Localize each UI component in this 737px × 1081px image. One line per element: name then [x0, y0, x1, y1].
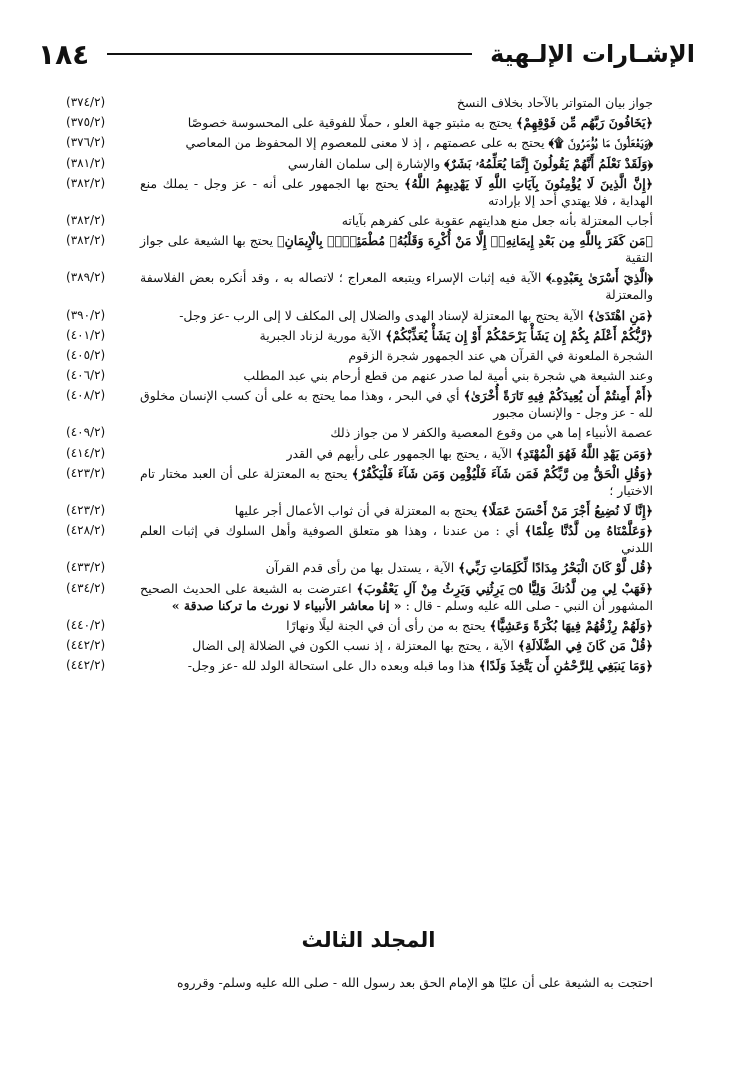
- commentary: يحتج به المعتزلة في أن ثواب الأعمال أجر عليها: [234, 503, 482, 518]
- quran-verse: ﴿وَقُلِ الْحَقُّ مِن رَّبِّكُمْ فَمَن شَآءَ فَلْيُؤْمِن وَمَن شَآءَ فَلْيَكْفُرْ﴾: [351, 465, 653, 481]
- commentary: أي : من عندنا ، وهذا هو متعلق الصوفية وأهل السلوك في إثبات العلم اللدني: [140, 523, 653, 556]
- entry-reference: (٤٠٨/٢): [66, 388, 106, 403]
- entry-reference: (٣٨٢/٢): [66, 175, 106, 190]
- entry-reference: (٣٨٢/٢): [66, 212, 106, 227]
- entry-reference: (٣٨١/٢): [66, 155, 106, 170]
- entry-reference: (٤٢٣/٢): [66, 503, 106, 517]
- entry-text: [140, 212, 653, 229]
- commentary: هذا وما قبله وبعده دال على استحالة الولد لله -عز وجل-: [187, 658, 479, 674]
- entry-text: [140, 522, 653, 556]
- commentary: الآية فيه إثبات الإسراء ويتبعه المعراج ؛ لاتصاله به ، وقد أنكره بعض الفلاسفة والمعتزلة: [140, 270, 653, 303]
- quran-verse: ﴿مَنِ اهْتَدَىٰ﴾: [587, 307, 653, 323]
- entry-text: [140, 155, 653, 172]
- entry-reference: (٤٠١/٢): [66, 327, 106, 342]
- quran-verse: ﴿إِنَّ الَّذِينَ لَا يُؤْمِنُونَ بِآيَاتِ اللَّهِ لَا يَهْدِيهِمُ اللَّهُ﴾: [404, 175, 653, 191]
- entry-text: [140, 307, 653, 324]
- quran-verse: ﴿أَمْ أَمِنتُمْ أَن يُعِيدَكُمْ فِيهِ تَارَةً أُخْرَىٰ﴾: [463, 388, 653, 404]
- index-entry: [66, 617, 653, 634]
- final-paragraph: احتجت به الشيعة على أن عليًا هو الإمام الحق بعد رسول الله - صلى الله عليه وسلم- وقرروه: [176, 975, 653, 990]
- entry-reference: (٤٣٤/٢): [66, 580, 106, 595]
- index-entry: [66, 94, 653, 111]
- commentary: والإشارة إلى سلمان الفارسي: [287, 155, 445, 171]
- index-entry: [66, 269, 653, 303]
- section-title: المجلد الثالث: [301, 928, 436, 952]
- entry-text: [140, 134, 653, 151]
- quran-verse: ﴿قُل لَّوْ كَانَ الْبَحْرُ مِدَادًا لِّكَلِمَاتِ رَبِّي﴾: [458, 560, 653, 576]
- header-rule: [107, 53, 472, 55]
- index-entry: [66, 465, 653, 499]
- entry-text: [140, 367, 653, 384]
- commentary: عصمة الأنبياء إما هي من وقوع المعصية والكفر لا من جواز ذلك: [330, 425, 653, 441]
- quran-verse: ﴿قُلْ مَن كَانَ فِي الضَّلَالَةِ﴾: [517, 637, 653, 653]
- index-entry: [66, 559, 653, 576]
- entry-reference: (٤٤٢/٢): [66, 658, 106, 673]
- entry-text: [140, 94, 653, 111]
- index-entry: [66, 327, 653, 344]
- commentary: جواز بيان المتواتر بالآحاد بخلاف النسخ: [456, 95, 653, 110]
- index-entry: [66, 424, 653, 441]
- entry-text: [140, 114, 653, 131]
- commentary: الآية مورية لزناد الجبرية: [259, 327, 386, 343]
- entry-reference: (٣٧٦/٢): [66, 135, 106, 150]
- entry-text: [140, 387, 653, 421]
- index-entry: [66, 114, 653, 131]
- commentary: أي في البحر ، وهذا مما يحتج به على أن كسب الإنسان مخلوق لله - عز وجل - والإنسان مجبور: [140, 388, 653, 421]
- entry-text: [140, 657, 653, 674]
- index-entry: [66, 502, 653, 519]
- quran-verse: ﴿وَلَهُمْ رِزْقُهُمْ فِيهَا بُكْرَةً وَعَشِيًّا﴾: [489, 617, 653, 633]
- index-entry: [66, 637, 653, 654]
- entry-text: [140, 175, 653, 209]
- entry-reference: (٤٢٣/٢): [66, 465, 106, 480]
- commentary: الآية يحتج بها المعتزلة لإسناد الهدى والضلال إلى المكلف لا إلى الرب -عز وجل-: [179, 307, 588, 323]
- commentary: يحتج به المعتزلة على أن العبد مختار تام الاختيار ؛: [140, 465, 653, 498]
- entry-reference: (٤٠٥/٢): [66, 347, 106, 362]
- quran-verse: ﴿يَخَافُونَ رَبَّهُم مِّن فَوْقِهِمْ﴾: [516, 115, 653, 131]
- entry-reference: (٣٧٤/٢): [66, 95, 106, 109]
- commentary: الآية ، يستدل بها من رأى قدم القرآن: [265, 560, 459, 576]
- entry-text: [140, 617, 653, 634]
- entry-text: [140, 445, 653, 462]
- commentary: الآية ، يحتج بها المعتزلة ، إذ نسب الكون في الضلالة إلى الضال: [192, 637, 518, 653]
- index-entry: [66, 657, 653, 674]
- entry-reference: (٤٠٩/٢): [66, 425, 106, 440]
- index-entries: [66, 94, 653, 677]
- entry-text: [140, 232, 653, 266]
- quran-verse: ﴿وَيَفْعَلُونَ مَا يُؤْمَرُونَ ۩﴾: [548, 135, 653, 151]
- quran-verse: ﴿مَن كَفَرَ بِاللَّهِ مِن بَعْدِ إِيمَانِهِۦٓ إِلَّا مَنْ أُكْرِهَ وَقَلْبُهُۥ مُطْمَئِنٌّۢ بِالْإِيمَانِ﴾: [277, 233, 654, 249]
- index-entry: [66, 175, 653, 209]
- entry-text: [140, 580, 653, 614]
- index-entry: [66, 155, 653, 172]
- entry-text: [140, 502, 653, 519]
- index-entry: [66, 347, 653, 364]
- entry-reference: (٤٤٢/٢): [66, 637, 106, 652]
- quran-verse: ﴿وَمَن يَهْدِ اللَّهُ فَهُوَ الْمُهْتَدِ﴾: [515, 445, 653, 461]
- commentary: الشجرة الملعونة في القرآن هي عند الجمهور شجرة الزقوم: [348, 347, 653, 363]
- commentary: يحتج به مثبتو جهة العلو ، حملًا للفوقية على المحسوسة خصوصًا: [187, 115, 517, 131]
- entry-reference: (٣٧٥/٢): [66, 115, 106, 130]
- entry-text: [140, 347, 653, 364]
- commentary: يحتج بها الشيعة على جواز التقية: [140, 233, 653, 266]
- commentary: أجاب المعتزلة بأنه جعل منع هدايتهم عقوبة على كفرهم بآياته: [341, 212, 653, 228]
- index-entry: [66, 307, 653, 324]
- hadith-quote: « إنا معاشر الأنبياء لا نورث ما تركنا صدقة »: [171, 597, 402, 613]
- commentary: الآية ، يحتج بها الجمهور على رأيهم في القدر: [286, 445, 516, 461]
- quran-verse: ﴿رَّبُّكُمْ أَعْلَمُ بِكُمْ إِن يَشَأْ يَرْحَمْكُمْ أَوْ إِن يَشَأْ يُعَذِّبْكُمْ﴾: [385, 327, 653, 343]
- entry-text: [140, 637, 653, 654]
- entry-text: [140, 465, 653, 499]
- entry-text: [140, 424, 653, 441]
- entry-reference: (٣٩٠/٢): [66, 307, 106, 322]
- index-entry: [66, 134, 653, 151]
- quran-verse: ﴿وَعَلَّمْنَاهُ مِن لَّدُنَّا عِلْمًا﴾: [524, 523, 653, 539]
- index-entry: [66, 387, 653, 421]
- entry-text: [140, 327, 653, 344]
- commentary: وعند الشيعة هي شجرة بني أمية لما صدر عنهم من قطع أرحام بني عبد المطلب: [243, 368, 653, 384]
- quran-verse: ﴿وَمَا يَنبَغِي لِلرَّحْمَٰنِ أَن يَتَّخِذَ وَلَدًا﴾: [478, 658, 653, 674]
- commentary: يحتج بها الجمهور على أنه - عز وجل - يملك منع الهداية ، فلا يهتدي أحد إلا بإرادته: [140, 175, 653, 208]
- entry-reference: (٣٨٢/٢): [66, 233, 106, 248]
- entry-reference: (٣٨٩/٢): [66, 270, 106, 285]
- entry-reference: (٤٣٣/٢): [66, 560, 106, 575]
- entry-reference: (٤١٤/٢): [66, 445, 106, 460]
- index-entry: [66, 522, 653, 556]
- entry-reference: (٤٠٦/٢): [66, 368, 106, 383]
- quran-verse: ﴿فَهَبْ لِي مِن لَّدُنكَ وَلِيًّا ۝٥ يَرِثُنِي وَيَرِثُ مِنْ آلِ يَعْقُوبَ﴾: [356, 580, 653, 596]
- commentary: يحتج به على عصمتهم ، إذ لا معنى للمعصوم إلا المحفوظ من المعاصي: [185, 135, 549, 151]
- entry-reference: (٤٢٨/٢): [66, 523, 106, 538]
- page-header: [38, 34, 695, 74]
- quran-verse: ﴿إِنَّا لَا نُضِيعُ أَجْرَ مَنْ أَحْسَنَ عَمَلًا﴾: [481, 503, 653, 518]
- commentary: اعترضت به الشيعة على الحديث الصحيح المشهور أن النبي - صلى الله عليه وسلم - قال :: [140, 580, 653, 613]
- index-entry: [66, 367, 653, 384]
- entry-text: [140, 559, 653, 576]
- commentary: يحتج به من رأى أن في الجنة ليلًا ونهارًا: [286, 617, 490, 633]
- index-entry: [66, 445, 653, 462]
- page-number: ١٨٤: [38, 37, 90, 71]
- quran-verse: ﴿وَلَقَدْ نَعْلَمُ أَنَّهُمْ يَقُولُونَ إِنَّمَا يُعَلِّمُهُۥ بَشَرٌ﴾: [444, 155, 653, 171]
- entry-reference: (٤٤٠/٢): [66, 617, 106, 632]
- entry-text: [140, 269, 653, 303]
- quran-verse: ﴿الَّذِيٓ أَسْرَىٰ بِعَبْدِهِۦ﴾: [546, 270, 653, 286]
- running-title: الإشـارات الإلـهية: [490, 40, 695, 68]
- index-entry: [66, 212, 653, 229]
- index-entry: [66, 232, 653, 266]
- index-entry: [66, 580, 653, 614]
